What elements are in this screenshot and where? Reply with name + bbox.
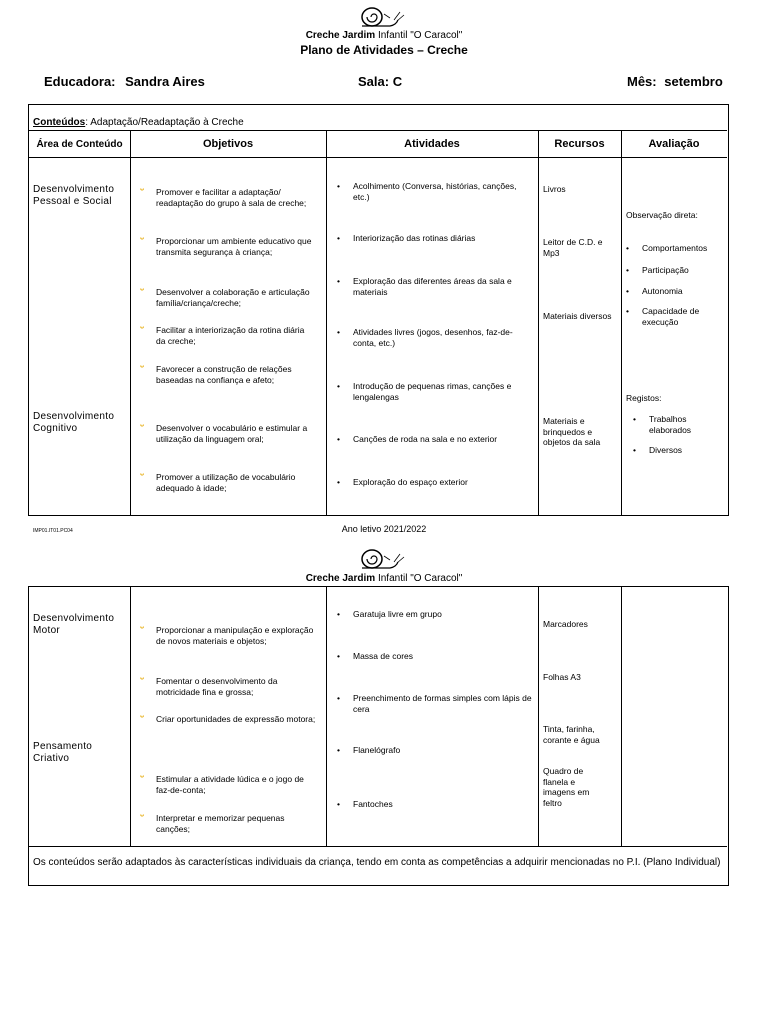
activity-item: • Acolhimento (Conversa, histórias, canções, etc.) [337,181,517,202]
smile-bullet-icon: ᵕ [140,623,145,634]
objective-item: ᵕ Promover a utilização de vocabulário adequado à idade; [140,470,296,493]
educator-value: Sandra Aires [125,74,205,89]
activity-item: • Fantoches [337,799,393,809]
evaluation-item: • Capacidade de execução [626,306,700,327]
activity-item: • Massa de cores [337,651,413,661]
objective-item: ᵕ Interpretar e memorizar pequenas canções; [140,811,285,834]
smile-bullet-icon: ᵕ [140,811,145,822]
objective-item: ᵕ Proporcionar um ambiente educativo que transmita segurança à criança; [140,234,312,257]
resource-item: Tinta, farinha, corante e água [543,724,600,745]
school-name-rest: Infantil "O Caracol" [377,30,463,41]
header-activities: Atividades [404,138,460,150]
activity-item: • Interiorização das rotinas diárias [337,233,476,243]
activities-table-1 [28,104,729,516]
resource-item: Leitor de C.D. e Mp3 [543,237,603,258]
resource-item: Materiais diversos [543,311,612,321]
smile-bullet-icon: ᵕ [140,470,145,481]
records-title: Registos: [626,393,662,403]
objective-item: ᵕ Fomentar o desenvolvimento da motricidade fina e grossa; [140,674,278,697]
header-area: Área de Conteúdo [36,138,123,150]
resource-item: Marcadores [543,619,588,629]
objective-item: ᵕ Desenvolver o vocabulário e estimular a utilização da linguagem oral; [140,421,308,444]
objective-item: ᵕ Favorecer a construção de relações baseadas na confiança e afeto; [140,362,292,385]
resource-item: Materiais e brinquedos e objetos da sala [543,416,601,447]
evaluation-item: • Participação [626,265,689,275]
activity-item: • Exploração do espaço exterior [337,477,468,487]
smile-bullet-icon: ᵕ [140,772,145,783]
contents-value: : Adaptação/Readaptação à Creche [85,117,244,128]
activity-item: • Canções de roda na sala e no exterior [337,434,498,444]
page-title: Plano de Atividades – Creche [300,43,468,57]
observation-title: Observação direta: [626,210,698,220]
header-resources: Recursos [554,138,605,150]
records-item: • Trabalhos elaborados [633,414,692,435]
snail-logo-icon [360,548,408,570]
objective-item: ᵕ Promover e facilitar a adaptação/ readaptação do grupo à sala de creche; [140,185,307,208]
month-field [627,74,723,89]
smile-bullet-icon: ᵕ [140,185,145,196]
room-field [358,74,402,89]
snail-logo-icon [360,6,408,28]
objective-item: ᵕ Facilitar a interiorização da rotina diária da creche; [140,323,305,346]
area-cognitive: Desenvolvimento Cognitivo [33,411,115,434]
activity-item: • Atividades livres (jogos, desenhos, faz-de-conta, etc.) [337,327,513,348]
activity-item: • Exploração das diferentes áreas da sala e materiais [337,276,512,297]
smile-bullet-icon: ᵕ [140,674,145,685]
month-label: Mês: [627,74,657,89]
objective-item: ᵕ Desenvolver a colaboração e articulação família/criança/creche; [140,285,310,308]
school-name-bold: Creche Jardim [305,30,376,41]
evaluation-item: • Comportamentos [626,243,708,253]
resource-item: Livros [543,184,566,194]
educator-field [44,74,205,89]
resource-item: Folhas A3 [543,672,581,682]
smile-bullet-icon: ᵕ [140,323,145,334]
contents-label: Conteúdos [33,117,86,128]
header-evaluation: Avaliação [648,138,700,150]
smile-bullet-icon: ᵕ [140,285,145,296]
room-label: Sala: [358,74,390,89]
school-name-page2 [0,573,768,584]
adaptation-note: Os conteúdos serão adaptados às características individuais da criança, tendo em conta as competências a adquirir mencionadas no P.I. (Plano Individual) [33,857,721,868]
month-value: setembro [664,74,723,89]
objective-item: ᵕ Criar oportunidades de expressão motora; [140,712,316,724]
educator-label: Educadora: [44,74,116,89]
objective-item: ᵕ Proporcionar a manipulação e exploração de novos materiais e objetos; [140,623,314,646]
document-code: IMP01.IT01.PC04 [33,528,73,534]
smile-bullet-icon: ᵕ [140,712,145,723]
contents-row [33,117,244,128]
smile-bullet-icon: ᵕ [140,362,145,373]
area-motor: Desenvolvimento Motor [33,613,115,636]
activities-table-2 [28,586,729,886]
school-year: Ano letivo 2021/2022 [341,524,427,534]
evaluation-item: • Autonomia [626,286,683,296]
activity-item: • Introdução de pequenas rimas, canções e lengalengas [337,381,512,402]
activity-item: • Flanelógrafo [337,745,401,755]
area-personal-social: Desenvolvimento Pessoal e Social [33,184,115,207]
activity-item: • Garatuja livre em grupo [337,609,442,619]
area-creative: Pensamento Criativo [33,741,93,764]
header-objectives: Objetivos [202,138,254,150]
school-name-rest: Infantil "O Caracol" [377,573,463,584]
resource-item: Quadro de flanela e imagens em feltro [543,766,590,808]
smile-bullet-icon: ᵕ [140,234,145,245]
activity-item: • Preenchimento de formas simples com lápis de cera [337,693,532,714]
school-name-bold: Creche Jardim [305,573,376,584]
objective-item: ᵕ Estimular a atividade lúdica e o jogo de faz-de-conta; [140,772,304,795]
room-value: C [392,74,403,89]
records-item: • Diversos [633,445,683,455]
smile-bullet-icon: ᵕ [140,421,145,432]
school-name [0,30,768,41]
